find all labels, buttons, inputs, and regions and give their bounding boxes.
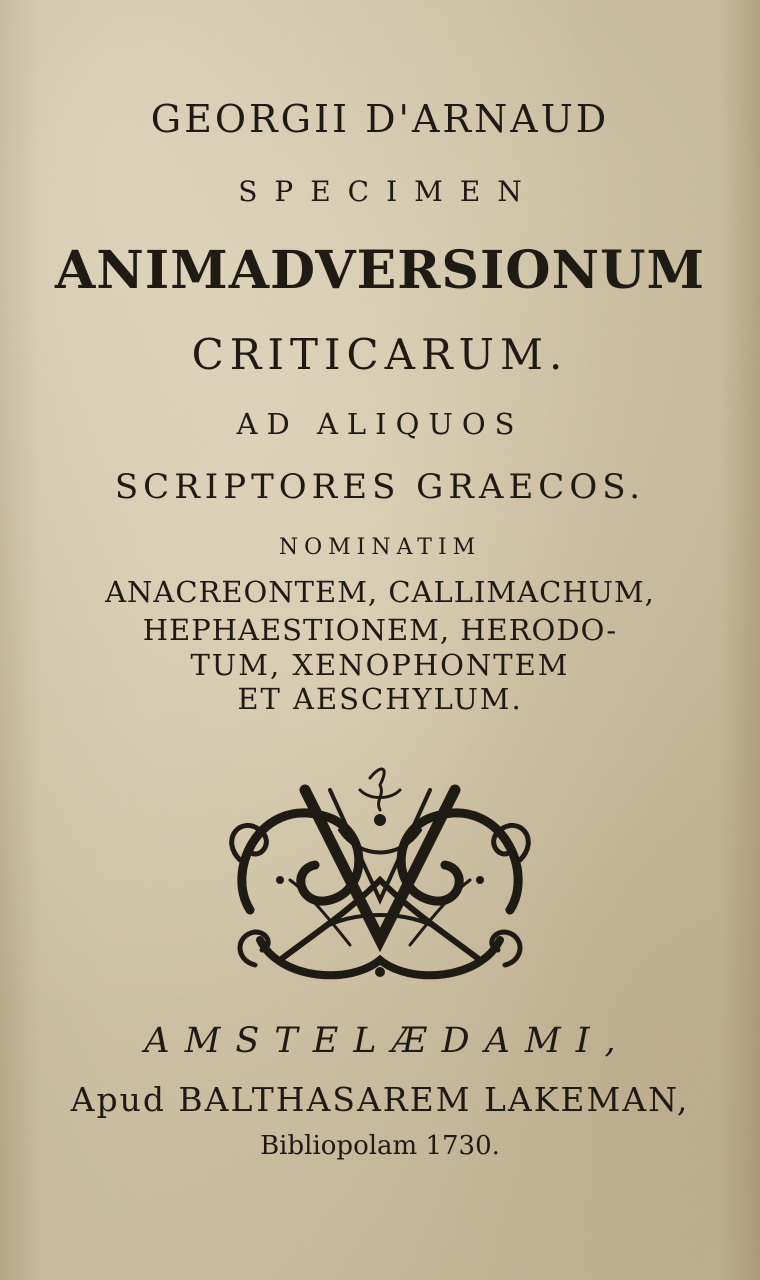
subtitle-line-2: SCRIPTORES GRAECOS. <box>114 467 646 507</box>
authors-line-2: HEPHAESTIONEM, HERODO- <box>142 613 618 647</box>
nominatim-line: NOMINATIM <box>278 535 482 560</box>
main-title: ANIMADVERSIONUM <box>54 240 706 301</box>
authors-line-3: TUM, XENOPHONTEM <box>190 648 570 682</box>
title-line-2: CRITICARUM. <box>191 330 569 379</box>
authors-line-4: ET AESCHYLUM. <box>237 682 523 716</box>
printer-ornament-icon <box>220 760 540 990</box>
authors-line-1: ANACREONTEM, CALLIMACHUM, <box>105 575 655 609</box>
imprint-publisher: Apud BALTHASAREM LAKEMAN, <box>70 1080 690 1119</box>
imprint-city: AMSTELÆDAMI, <box>144 1021 631 1061</box>
subtitle-line-1: AD ALIQUOS <box>236 407 524 441</box>
specimen-line: SPECIMEN <box>238 175 539 208</box>
author-line: GEORGII D'ARNAUD <box>150 97 610 141</box>
imprint-year: Bibliopolam 1730. <box>260 1131 500 1161</box>
